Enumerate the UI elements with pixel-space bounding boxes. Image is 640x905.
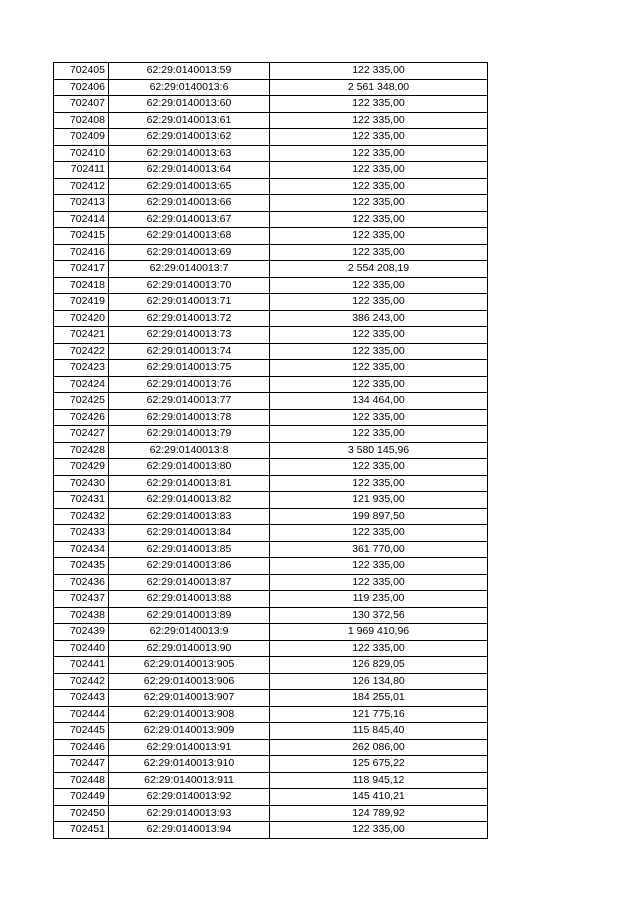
cadastral-number-cell: 62:29:0140013:73 [109,327,270,344]
row-id-cell: 702427 [54,426,109,443]
cadastral-value-cell: 124 789,92 [270,805,488,822]
row-id-cell: 702439 [54,624,109,641]
cadastral-number-cell: 62:29:0140013:81 [109,475,270,492]
cadastral-value-cell: 122 335,00 [270,525,488,542]
row-id-cell: 702451 [54,822,109,839]
cadastral-value-cell: 2 554 208,19 [270,261,488,278]
cadastral-value-cell: 3 580 145,96 [270,442,488,459]
table-row [54,393,488,410]
cadastral-value-cell: 199 897,50 [270,508,488,525]
row-id-cell: 702435 [54,558,109,575]
cadastral-number-cell: 62:29:0140013:68 [109,228,270,245]
cadastral-number-cell: 62:29:0140013:78 [109,409,270,426]
table-row [54,327,488,344]
cadastral-number-cell: 62:29:0140013:69 [109,244,270,261]
table-row [54,261,488,278]
table-row [54,96,488,113]
cadastral-value-cell: 122 335,00 [270,409,488,426]
cadastral-value-cell: 262 086,00 [270,739,488,756]
row-id-cell: 702423 [54,360,109,377]
row-id-cell: 702425 [54,393,109,410]
cadastral-value-cell: 126 829,05 [270,657,488,674]
row-id-cell: 702409 [54,129,109,146]
row-id-cell: 702433 [54,525,109,542]
cadastral-value-cell: 122 335,00 [270,574,488,591]
row-id-cell: 702421 [54,327,109,344]
cadastral-value-cell: 122 335,00 [270,822,488,839]
cadastral-value-cell: 122 335,00 [270,294,488,311]
cadastral-value-cell: 122 335,00 [270,376,488,393]
table-row [54,772,488,789]
cadastral-value-cell: 122 335,00 [270,145,488,162]
table-row [54,706,488,723]
row-id-cell: 702449 [54,789,109,806]
table-row [54,822,488,839]
cadastral-number-cell: 62:29:0140013:85 [109,541,270,558]
row-id-cell: 702411 [54,162,109,179]
row-id-cell: 702422 [54,343,109,360]
row-id-cell: 702445 [54,723,109,740]
cadastral-value-cell: 122 335,00 [270,129,488,146]
table-row [54,673,488,690]
table-row [54,145,488,162]
row-id-cell: 702446 [54,739,109,756]
row-id-cell: 702447 [54,756,109,773]
table-row [54,162,488,179]
table-row [54,558,488,575]
table-row [54,805,488,822]
table-row [54,195,488,212]
table-row [54,211,488,228]
cadastral-value-cell: 386 243,00 [270,310,488,327]
table-row [54,690,488,707]
row-id-cell: 702413 [54,195,109,212]
cadastral-number-cell: 62:29:0140013:62 [109,129,270,146]
table-row [54,624,488,641]
table-row [54,442,488,459]
cadastral-number-cell: 62:29:0140013:907 [109,690,270,707]
cadastral-value-cell: 122 335,00 [270,228,488,245]
row-id-cell: 702429 [54,459,109,476]
table-row [54,459,488,476]
table-row [54,739,488,756]
cadastral-number-cell: 62:29:0140013:910 [109,756,270,773]
cadastral-value-cell: 184 255,01 [270,690,488,707]
row-id-cell: 702438 [54,607,109,624]
cadastral-value-cell: 134 464,00 [270,393,488,410]
table-row [54,426,488,443]
cadastral-number-cell: 62:29:0140013:74 [109,343,270,360]
cadastral-value-cell: 122 335,00 [270,277,488,294]
cadastral-number-cell: 62:29:0140013:91 [109,739,270,756]
table-row [54,63,488,80]
row-id-cell: 702432 [54,508,109,525]
cadastral-number-cell: 62:29:0140013:905 [109,657,270,674]
table-row [54,640,488,657]
table-row [54,129,488,146]
row-id-cell: 702419 [54,294,109,311]
cadastral-value-cell: 122 335,00 [270,244,488,261]
cadastral-value-cell: 122 335,00 [270,63,488,80]
row-id-cell: 702410 [54,145,109,162]
cadastral-value-cell: 130 372,56 [270,607,488,624]
table-row [54,310,488,327]
cadastral-number-cell: 62:29:0140013:75 [109,360,270,377]
cadastral-number-cell: 62:29:0140013:89 [109,607,270,624]
row-id-cell: 702420 [54,310,109,327]
cadastral-value-cell: 118 945,12 [270,772,488,789]
table-row [54,789,488,806]
row-id-cell: 702442 [54,673,109,690]
cadastral-number-cell: 62:29:0140013:83 [109,508,270,525]
cadastral-number-cell: 62:29:0140013:94 [109,822,270,839]
cadastral-value-cell: 122 335,00 [270,162,488,179]
cadastral-number-cell: 62:29:0140013:70 [109,277,270,294]
cadastral-number-cell: 62:29:0140013:77 [109,393,270,410]
cadastral-value-cell: 122 335,00 [270,195,488,212]
cadastral-value-cell: 122 335,00 [270,360,488,377]
table-row [54,541,488,558]
row-id-cell: 702418 [54,277,109,294]
row-id-cell: 702440 [54,640,109,657]
cadastral-number-cell: 62:29:0140013:6 [109,79,270,96]
cadastral-value-cell: 2 561 348,00 [270,79,488,96]
row-id-cell: 702450 [54,805,109,822]
cadastral-value-cell: 115 845,40 [270,723,488,740]
table-row [54,607,488,624]
row-id-cell: 702444 [54,706,109,723]
table-body [54,63,488,839]
table-row [54,475,488,492]
table-row [54,492,488,509]
row-id-cell: 702443 [54,690,109,707]
table-row [54,360,488,377]
cadastral-number-cell: 62:29:0140013:66 [109,195,270,212]
cadastral-number-cell: 62:29:0140013:86 [109,558,270,575]
cadastral-number-cell: 62:29:0140013:82 [109,492,270,509]
table-row [54,657,488,674]
table-row [54,409,488,426]
row-id-cell: 702417 [54,261,109,278]
cadastral-value-cell: 121 775,16 [270,706,488,723]
cadastral-number-cell: 62:29:0140013:64 [109,162,270,179]
cadastral-number-cell: 62:29:0140013:908 [109,706,270,723]
table-row [54,525,488,542]
cadastral-number-cell: 62:29:0140013:61 [109,112,270,129]
cadastral-value-cell: 125 675,22 [270,756,488,773]
table-row [54,574,488,591]
cadastral-value-table [53,62,488,839]
table-row [54,112,488,129]
cadastral-number-cell: 62:29:0140013:63 [109,145,270,162]
row-id-cell: 702414 [54,211,109,228]
cadastral-value-cell: 126 134,80 [270,673,488,690]
cadastral-number-cell: 62:29:0140013:80 [109,459,270,476]
cadastral-value-cell: 1 969 410,96 [270,624,488,641]
table-row [54,343,488,360]
cadastral-number-cell: 62:29:0140013:59 [109,63,270,80]
row-id-cell: 702428 [54,442,109,459]
row-id-cell: 702424 [54,376,109,393]
table-row [54,508,488,525]
cadastral-value-cell: 122 335,00 [270,96,488,113]
row-id-cell: 702407 [54,96,109,113]
cadastral-number-cell: 62:29:0140013:60 [109,96,270,113]
table-row [54,228,488,245]
row-id-cell: 702415 [54,228,109,245]
table-row [54,376,488,393]
row-id-cell: 702434 [54,541,109,558]
cadastral-number-cell: 62:29:0140013:84 [109,525,270,542]
row-id-cell: 702437 [54,591,109,608]
row-id-cell: 702426 [54,409,109,426]
cadastral-value-cell: 122 335,00 [270,640,488,657]
cadastral-number-cell: 62:29:0140013:9 [109,624,270,641]
cadastral-number-cell: 62:29:0140013:7 [109,261,270,278]
cadastral-number-cell: 62:29:0140013:72 [109,310,270,327]
cadastral-number-cell: 62:29:0140013:90 [109,640,270,657]
cadastral-number-cell: 62:29:0140013:8 [109,442,270,459]
cadastral-value-cell: 122 335,00 [270,475,488,492]
cadastral-value-cell: 122 335,00 [270,178,488,195]
cadastral-value-cell: 121 935,00 [270,492,488,509]
cadastral-number-cell: 62:29:0140013:909 [109,723,270,740]
table-row [54,756,488,773]
table-row [54,591,488,608]
cadastral-value-cell: 122 335,00 [270,426,488,443]
cadastral-number-cell: 62:29:0140013:911 [109,772,270,789]
cadastral-value-cell: 145 410,21 [270,789,488,806]
cadastral-value-cell: 122 335,00 [270,558,488,575]
cadastral-number-cell: 62:29:0140013:93 [109,805,270,822]
cadastral-number-cell: 62:29:0140013:92 [109,789,270,806]
row-id-cell: 702412 [54,178,109,195]
row-id-cell: 702406 [54,79,109,96]
cadastral-value-cell: 122 335,00 [270,112,488,129]
table-row [54,244,488,261]
cadastral-value-cell: 361 770,00 [270,541,488,558]
cadastral-value-cell: 122 335,00 [270,343,488,360]
row-id-cell: 702436 [54,574,109,591]
row-id-cell: 702448 [54,772,109,789]
cadastral-value-cell: 119 235,00 [270,591,488,608]
table-row [54,79,488,96]
row-id-cell: 702416 [54,244,109,261]
table-row [54,294,488,311]
row-id-cell: 702430 [54,475,109,492]
row-id-cell: 702408 [54,112,109,129]
row-id-cell: 702431 [54,492,109,509]
table-row [54,277,488,294]
cadastral-value-cell: 122 335,00 [270,459,488,476]
cadastral-value-cell: 122 335,00 [270,211,488,228]
cadastral-value-cell: 122 335,00 [270,327,488,344]
cadastral-number-cell: 62:29:0140013:76 [109,376,270,393]
cadastral-number-cell: 62:29:0140013:906 [109,673,270,690]
row-id-cell: 702405 [54,63,109,80]
cadastral-number-cell: 62:29:0140013:87 [109,574,270,591]
row-id-cell: 702441 [54,657,109,674]
cadastral-number-cell: 62:29:0140013:88 [109,591,270,608]
cadastral-number-cell: 62:29:0140013:71 [109,294,270,311]
cadastral-number-cell: 62:29:0140013:67 [109,211,270,228]
table-row [54,723,488,740]
cadastral-number-cell: 62:29:0140013:79 [109,426,270,443]
cadastral-number-cell: 62:29:0140013:65 [109,178,270,195]
table-row [54,178,488,195]
